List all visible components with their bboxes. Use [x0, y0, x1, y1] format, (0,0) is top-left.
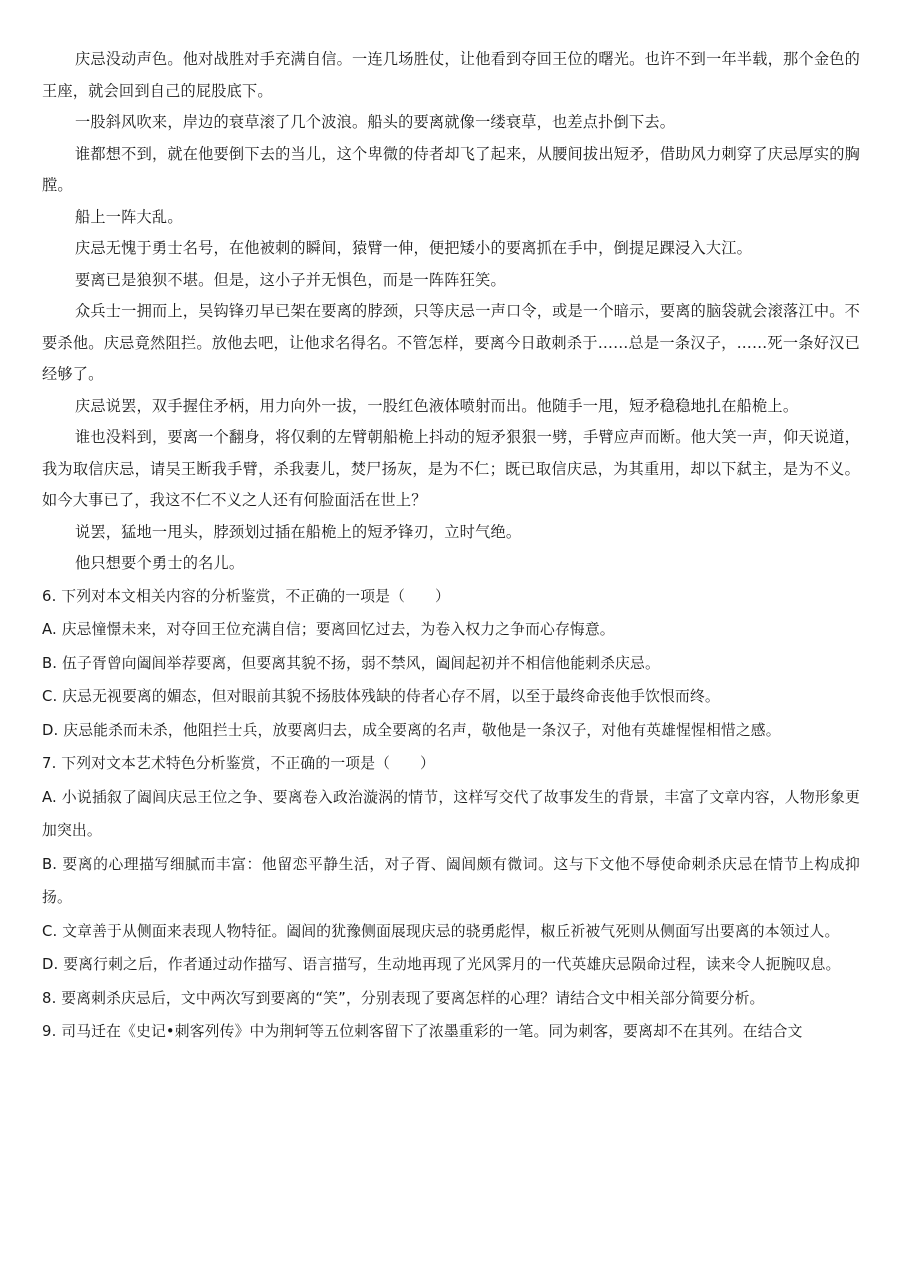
story-paragraph-8: 庆忌说罢，双手握住矛柄，用力向外一拔，一股红色液体喷射而出。他随手一甩，短矛稳稳地扎在船桅上。 — [75, 396, 799, 415]
question-6-option-a: A. 庆忌憧憬未来，对夺回王位充满自信；要离回忆过去，为卷入权力之争而心存悔意。 — [42, 621, 615, 638]
story-paragraph-10: 说罢，猛地一甩头，脖颈划过插在船桅上的短矛锋刃，立时气绝。 — [75, 522, 522, 541]
question-7-option-d: D. 要离行刺之后，作者通过动作描写、语言描写，生动地再现了光风霁月的一代英雄庆忌陨命过程，读来令人扼腕叹息。 — [42, 956, 841, 973]
story-paragraph-1: 庆忌没动声色。他对战胜对手充满自信。一连几场胜仗，让他看到夺回王位的曙光。也许不到一年半载，那个金色的王座，就会回到自己的屁股底下。 — [42, 50, 860, 100]
question-7-stem: 7. 下列对文本艺术特色分析鉴赏，不正确的一项是（ ） — [42, 755, 435, 772]
story-paragraph-11: 他只想要个勇士的名儿。 — [75, 554, 245, 572]
story-paragraph-2: 一股斜风吹来，岸边的衰草滚了几个波浪。船头的要离就像一缕衰草，也差点扑倒下去。 — [75, 113, 676, 131]
question-6-option-b: B. 伍子胥曾向阖闾举荐要离，但要离其貌不扬，弱不禁风，阖闾起初并不相信他能刺杀庆忌。 — [42, 654, 660, 672]
question-7-option-c: C. 文章善于从侧面来表现人物特征。阖闾的犹豫侧面展现庆忌的骁勇彪悍，椒丘祈被气死则从侧面写出要离的本领过人。 — [42, 922, 840, 940]
story-paragraph-4: 船上一阵大乱。 — [75, 207, 183, 226]
story-paragraph-9: 谁也没料到，要离一个翻身，将仅剩的左臂朝船桅上抖动的短矛狠狠一劈，手臂应声而断。他大笑一声，仰天说道，我为取信庆忌，请吴王断我手臂，杀我妻儿，焚尸扬灰，是为不仁；既已取信庆忌，为其重用，却以下弑主，是为不义。如今大事已了，我这不仁不义之人还有何脸面活在世上？ — [42, 428, 860, 509]
question-8: 8. 要离刺杀庆忌后，文中两次写到要离的“笑”，分别表现了要离怎样的心理？请结合文中相关部分简要分析。 — [42, 989, 765, 1007]
question-7-option-b: B. 要离的心理描写细腻而丰富：他留恋平静生活，对子胥、阖闾颇有微词。这与下文他不辱使命刺杀庆忌在情节上构成抑扬。 — [42, 855, 860, 906]
story-paragraph-5: 庆忌无愧于勇士名号，在他被刺的瞬间，猿臂一伸，便把矮小的要离抓在手中，倒提足踝浸入大江。 — [75, 239, 753, 257]
question-6-stem: 6. 下列对本文相关内容的分析鉴赏，不正确的一项是（ ） — [42, 587, 450, 605]
question-7-option-a: A. 小说插叙了阖闾庆忌王位之争、要离卷入政治漩涡的情节，这样写交代了故事发生的背景，丰富了文章内容，人物形象更加突出。 — [42, 788, 860, 839]
question-6-option-c: C. 庆忌无视要离的媚态，但对眼前其貌不扬肢体残缺的侍者心存不屑，以至于最终命丧他手饮恨而终。 — [42, 688, 720, 705]
story-paragraph-7: 众兵士一拥而上，吴钩锋刃早已架在要离的脖颈，只等庆忌一声口令，或是一个暗示，要离的脑袋就会滚落江中。不要杀他。庆忌竟然阻拦。放他去吧，让他求名得名。不管怎样，要离今日敢刺杀于……总是一条汉子，……死一条好汉已经够了。 — [42, 302, 860, 383]
story-paragraph-3: 谁都想不到，就在他要倒下去的当儿，这个卑微的侍者却飞了起来，从腰间拔出短矛，借助风力刺穿了庆忌厚实的胸膛。 — [42, 144, 860, 194]
question-9: 9. 司马迁在《史记•刺客列传》中为荆轲等五位刺客留下了浓墨重彩的一笔。同为刺客，要离却不在其列。在结合文 — [42, 1023, 803, 1040]
story-paragraph-6: 要离已是狼狈不堪。但是，这小子并无惧色，而是一阵阵狂笑。 — [75, 270, 506, 289]
question-6-option-d: D. 庆忌能杀而未杀，他阻拦士兵，放要离归去，成全要离的名声，敬他是一条汉子，对他有英雄惺惺相惜之感。 — [42, 721, 781, 739]
